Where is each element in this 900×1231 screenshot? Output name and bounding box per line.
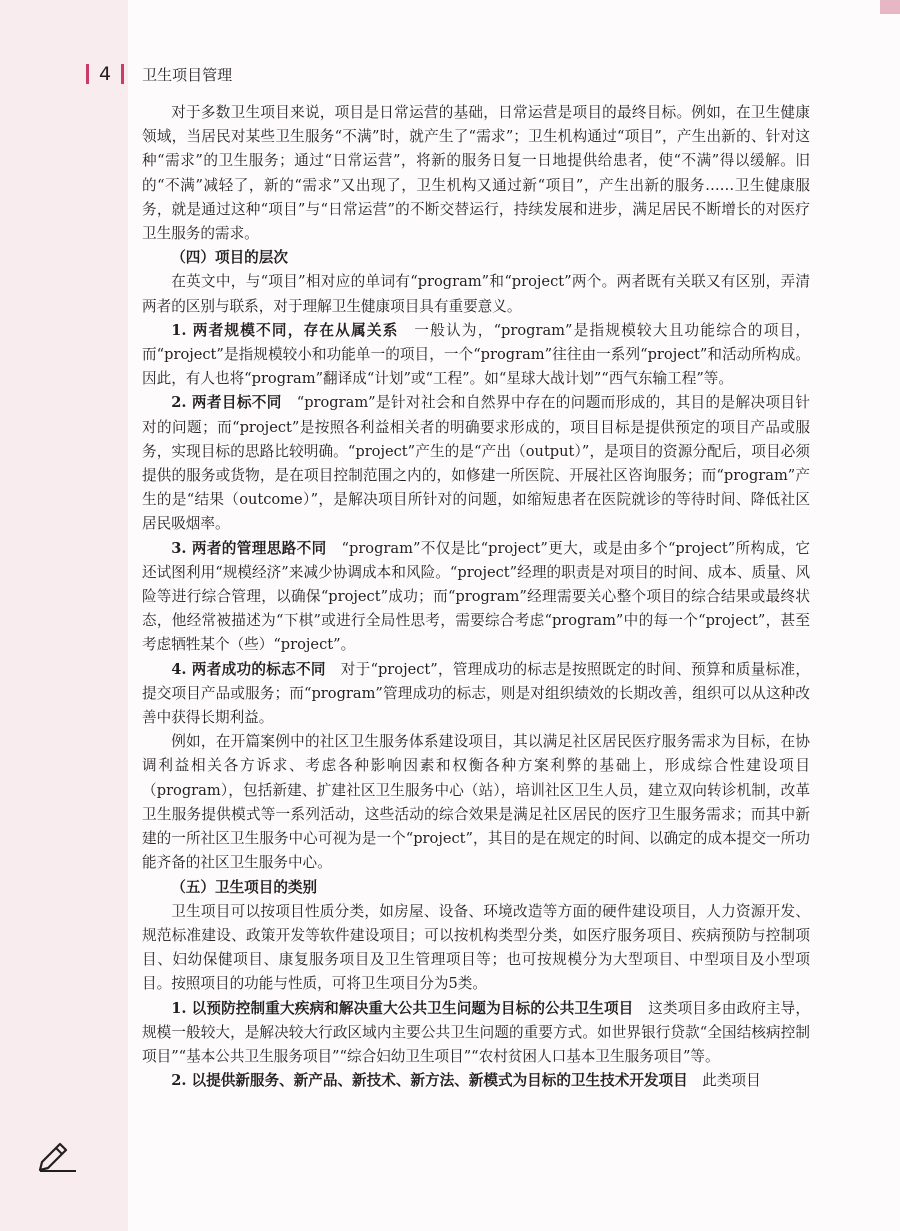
pencil-icon <box>36 1138 78 1172</box>
section-heading: （五）卫生项目的类别 <box>171 878 318 896</box>
paragraph-text: “program”不仅是比“project”更大，或是由多个“project”所构成，它还试图利用“规模经济”来减少协调成本和风险。“project”经理的职责是对项目的时间、成本、质量、风险等进行综合管理，以确保“project”成功；而“program”经理需要关心整个项目的综合结果或最终状态，他经常被描述为“下棋”或进行全局性思考，需要综合考虑“program”中的每一个“project”，甚至考虑牺牲某个（些）“project”。 <box>142 539 810 654</box>
paragraph-text: 卫生项目可以按项目性质分类，如房屋、设备、环境改造等方面的硬件建设项目，人力资源开发、规范标准建设、政策开发等软件建设项目；可以按机构类型分类，如医疗服务项目、疾病预防与控制项目、妇幼保健项目、康复服务项目及卫生管理项目等；也可按规模分为大型项目、中型项目及小型项目。按照项目的功能与性质，可将卫生项目分为5类。 <box>142 902 810 993</box>
paragraph-lead: 2. 两者目标不同 <box>171 394 282 412</box>
paragraph-lead: 2. 以提供新服务、新产品、新技术、新方法、新模式为目标的卫生技术开发项目 <box>171 1072 688 1090</box>
section-heading: （四）项目的层次 <box>171 249 288 267</box>
page-number: 4 <box>99 63 112 85</box>
paragraph-lead: 3. 两者的管理思路不同 <box>171 539 327 557</box>
corner-color-mark <box>880 0 900 14</box>
paragraph-lead: 1. 以预防控制重大疾病和解决重大公共卫生问题为目标的公共卫生项目 <box>171 999 634 1017</box>
paragraph <box>142 1069 810 1093</box>
header-divider-left <box>86 64 89 84</box>
paragraph <box>142 270 810 318</box>
paragraph-text: 例如，在开篇案例中的社区卫生服务体系建设项目，其以满足社区居民医疗服务需求为目标，在协调利益相关各方诉求、考虑各种影响因素和权衡各种方案利弊的基础上，形成综合性建设项目（program），包括新建、扩建社区卫生服务中心（站），培训社区卫生人员，建立双向转诊机制，改革卫生服务提供模式等一系列活动，这些活动的综合效果是满足社区居民的医疗卫生服务需求；而其中新建的一所社区卫生服务中心可视为是一个“project”，其目的是在规定的时间、以确定的成本提交一所功能齐备的社区卫生服务中心。 <box>142 733 810 872</box>
paragraph <box>142 658 810 731</box>
paragraph <box>142 391 810 536</box>
running-header <box>86 60 232 88</box>
paragraph-lead: 4. 两者成功的标志不同 <box>171 660 326 678</box>
paragraph-text: 在英文中，与“项目”相对应的单词有“program”和“project”两个。两者既有关联又有区别，弄清两者的区别与联系，对于理解卫生健康项目具有重要意义。 <box>142 273 810 315</box>
paragraph <box>142 319 810 392</box>
paragraph-text: 对于“project”，管理成功的标志是按照既定的时间、预算和质量标准，提交项目产品或服务；而“program”管理成功的标志，则是对组织绩效的长期改善，组织可以从这种改善中获得长期利益。 <box>142 660 810 727</box>
paragraph-lead: 1. 两者规模不同，存在从属关系 <box>171 321 399 339</box>
paragraph <box>142 101 810 246</box>
paragraph-text: 对于多数卫生项目来说，项目是日常运营的基础，日常运营是项目的最终目标。例如，在卫生健康领域，当居民对某些卫生服务“不满”时，就产生了“需求”；卫生机构通过“项目”，产生出新的、针对这种“需求”的卫生服务；通过“日常运营”，将新的服务日复一日地提供给患者，使“不满”得以缓解。旧的“不满”减轻了，新的“需求”又出现了，卫生机构又通过新“项目”，产生出新的服务……卫生健康服务，就是通过这种“项目”与“日常运营”的不断交替运行，持续发展和进步，满足居民不断增长的对医疗卫生服务的需求。 <box>142 104 810 243</box>
paragraph <box>142 537 810 658</box>
header-title: 卫生项目管理 <box>142 65 233 84</box>
paragraph-text: “program”是针对社会和自然界中存在的问题而形成的，其目的是解决项目针对的问题；而“project”是按照各利益相关者的明确要求形成的，项目目标是提供预定的项目产品或服务，实现目标的思路比较明确。“project”产生的是“产出（output）”，是项目的资源分配后，项目必须提供的服务或货物，是在项目控制范围之内的，如修建一所医院、开展社区咨询服务；而“program”产生的是“结果（outcome）”，是解决项目所针对的问题，如缩短患者在医院就诊的等待时间、降低社区居民吸烟率。 <box>142 394 810 533</box>
body-text <box>142 101 810 1093</box>
paragraph-text: 一般认为，“program”是指规模较大且功能综合的项目，而“project”是指规模较小和功能单一的项目，一个“program”往往由一系列“project”和活动所构成。因此，有人也将“program”翻译成“计划”或“工程”。如“星球大战计划”“西气东输工程”等。 <box>142 321 810 388</box>
left-margin-band <box>0 0 128 1231</box>
paragraph <box>142 730 810 875</box>
paragraph <box>142 900 810 997</box>
header-divider-right <box>121 64 124 84</box>
paragraph-text: 这类项目多由政府主导，规模一般较大，是解决较大行政区域内主要公共卫生问题的重要方式。如世界银行贷款“全国结核病控制项目”“基本公共卫生服务项目”“综合妇幼卫生项目”“农村贫困人口基本卫生服务项目”等。 <box>142 999 810 1065</box>
paragraph <box>142 997 810 1070</box>
paragraph-text: 此类项目 <box>687 1072 761 1090</box>
